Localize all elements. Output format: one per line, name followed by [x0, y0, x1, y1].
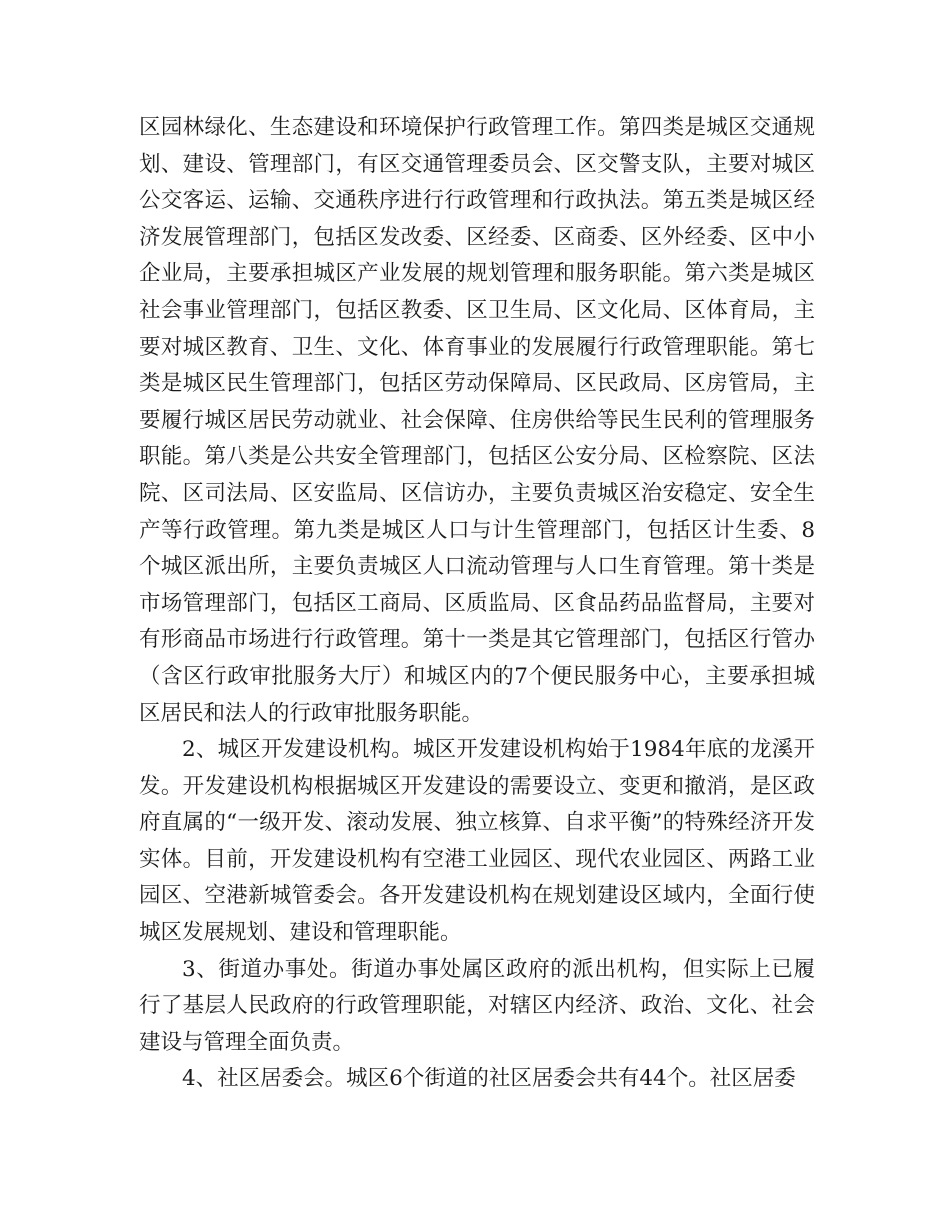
document-page: [139, 110, 815, 1098]
paragraph-community-committees: 4、社区居委会。城区6个街道的社区居委会共有44个。社区居委: [182, 1066, 796, 1092]
paragraph-departments: 区园林绿化、生态建设和环境保护行政管理工作。第四类是城区交通规划、建设、管理部门，有区交通管理委员会、区交警支队，主要对城区公交客运、运输、交通秩序进行行政管理和行政执法。第五类是城区经济发展管理部门，包括区发改委、区经委、区商委、区外经委、区中小企业局，主要承担城区产业发展的规划管理和服务职能。第六类是城区社会事业管理部门，包括区教委、区卫生局、区文化局、区体育局，主要对城区教育、卫生、文化、体育事业的发展履行行政管理职能。第七类是城区民生管理部门，包括区劳动保障局、区民政局、区房管局，主要履行城区居民劳动就业、社会保障、住房供给等民生民利的管理服务职能。第八类是公共安全管理部门，包括区公安分局、区检察院、区法院、区司法局、区安监局、区信访办，主要负责城区治安稳定、安全生产等行政管理。第九类是城区人口与计生管理部门，包括区计生委、8个城区派出所，主要负责城区人口流动管理与人口生育管理。第十类是市场管理部门，包括区工商局、区质监局、区食品药品监督局，主要对有形商品市场进行行政管理。第十一类是其它管理部门，包括区行管办（含区行政审批服务大厅）和城区内的7个便民服务中心，主要承担城区居民和法人的行政审批服务职能。: [139, 115, 815, 726]
paragraph-street-offices: 3、街道办事处。街道办事处属区政府的派出机构，但实际上已履行了基层人民政府的行政管理职能，对辖区内经济、政治、文化、社会建设与管理全面负责。: [139, 956, 815, 1055]
paragraph-development-agencies: 2、城区开发建设机构。城区开发建设机构始于1984年底的龙溪开发。开发建设机构根据城区开发建设的需要设立、变更和撤消，是区政府直属的“一级开发、滚动发展、独立核算、自求平衡”的特殊经济开发实体。目前，开发建设机构有空港工业园区、现代农业园区、两路工业园区、空港新城管委会。各开发建设机构在规划建设区域内，全面行使城区发展规划、建设和管理职能。: [139, 737, 815, 946]
